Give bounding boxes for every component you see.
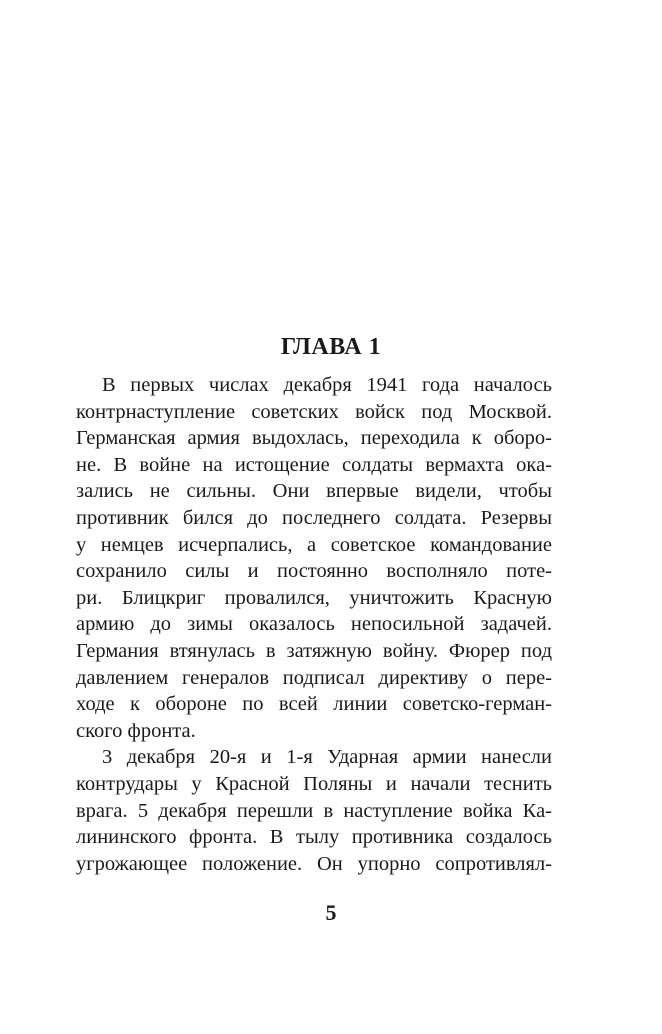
text-line: контрудары у Красной Поляны и начали теснить bbox=[76, 772, 552, 795]
text-line: контрнаступление советских войск под Москвой. bbox=[76, 400, 552, 423]
text-line: сохранило силы и постоянно восполняло поте- bbox=[76, 560, 552, 583]
text-line: ходе к обороне по всей линии советско-герман- bbox=[76, 693, 552, 716]
text-line: 3 декабря 20-я и 1-я Ударная армии нанесли bbox=[102, 746, 552, 769]
text-line: ского фронта. bbox=[76, 719, 196, 742]
text-line: Германская армия выдохлась, переходила к оборо- bbox=[76, 427, 552, 450]
text-line: давлением генералов подписал директиву о пере- bbox=[76, 666, 552, 689]
text-line: противник бился до последнего солдата. Резервы bbox=[76, 506, 552, 529]
text-line: армию до зимы оказалось непосильной задачей. bbox=[76, 613, 552, 636]
chapter-title: ГЛАВА 1 bbox=[280, 334, 382, 360]
text-line: ри. Блицкриг провалился, уничтожить Красную bbox=[76, 586, 552, 609]
text-line: зались не сильны. Они впервые видели, чтобы bbox=[76, 480, 552, 503]
page-number: 5 bbox=[325, 900, 337, 925]
text-line: у немцев исчерпались, а советское командование bbox=[76, 533, 552, 556]
text-line: угрожающее положение. Он упорно сопротивлял- bbox=[76, 852, 552, 875]
body-text bbox=[76, 372, 552, 877]
text-line: врага. 5 декабря перешли в наступление войка Ка- bbox=[76, 799, 552, 822]
text-line: лининского фронта. В тылу противника создалось bbox=[76, 826, 552, 849]
text-line: не. В войне на истощение солдаты вермахта ока- bbox=[76, 453, 552, 476]
text-line: Германия втянулась в затяжную войну. Фюрер под bbox=[76, 639, 552, 662]
text-line: В первых числах декабря 1941 года началось bbox=[102, 374, 552, 396]
